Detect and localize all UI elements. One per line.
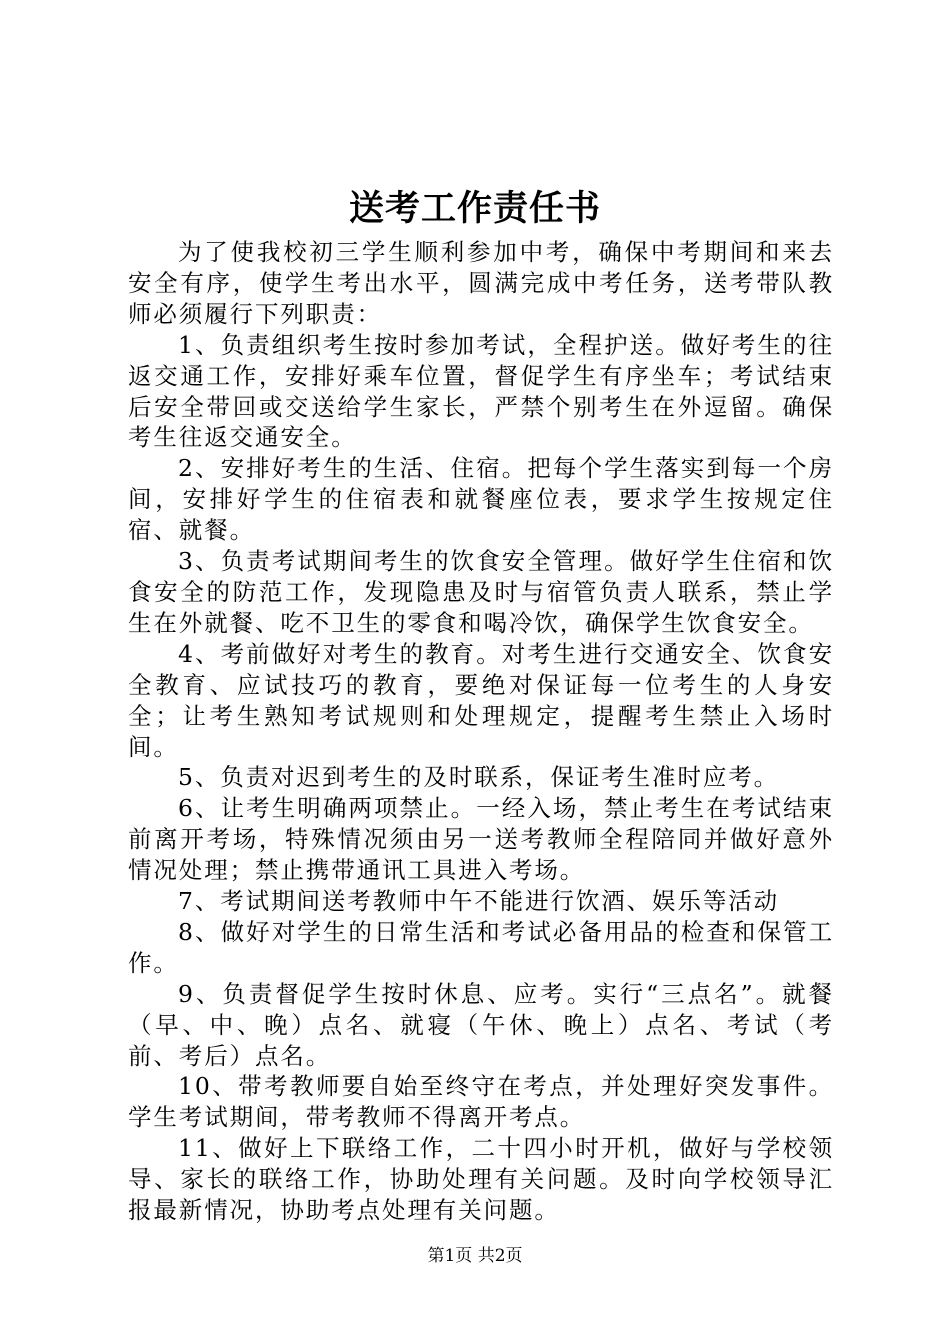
duty-item-7: 7、考试期间送考教师中午不能进行饮酒、娱乐等活动 — [178, 887, 780, 916]
duty-item-11: 11、做好上下联络工作，二十四小时开机，做好与学校领导、家长的联络工作，协助处理有关问题。及时向学校领导汇报最新情况，协助考点处理有关问题。 — [128, 1134, 834, 1225]
duty-item-4: 4、考前做好对考生的教育。对考生进行交通安全、饮食安全教育、应试技巧的教育，要绝对保证每一位考生的人身安全；让考生熟知考试规则和处理规定，提醒考生禁止入场时间。 — [128, 639, 834, 761]
duty-item-1: 1、负责组织考生按时参加考试，全程护送。做好考生的往返交通工作，安排好乘车位置，督促学生有序坐车；考试结束后安全带回或交送给学生家长，严禁个别考生在外逗留。确保考生往返交通安全。 — [128, 330, 834, 452]
page-number-footer: 第1页 共2页 — [427, 1246, 523, 1266]
duty-item-10: 10、带考教师要自始至终守在考点，并处理好突发事件。学生考试期间，带考教师不得离开考点。 — [128, 1072, 834, 1132]
document-title: 送考工作责任书 — [348, 188, 601, 229]
duty-item-2: 2、安排好考生的生活、住宿。把每个学生落实到每一个房间，安排好学生的住宿表和就餐座位表，要求学生按规定住宿、就餐。 — [128, 454, 834, 545]
duty-item-8: 8、做好对学生的日常生活和考试必备用品的检查和保管工作。 — [128, 917, 834, 977]
document-body — [128, 237, 834, 1226]
duty-item-6: 6、让考生明确两项禁止。一经入场，禁止考生在考试结束前离开考场，特殊情况须由另一送考教师全程陪同并做好意外情况处理；禁止携带通讯工具进入考场。 — [128, 794, 834, 885]
duty-item-5: 5、负责对迟到考生的及时联系，保证考生准时应考。 — [178, 763, 780, 792]
duty-item-3: 3、负责考试期间考生的饮食安全管理。做好学生住宿和饮食安全的防范工作，发现隐患及时与宿管负责人联系，禁止学生在外就餐、吃不卫生的零食和喝冷饮，确保学生饮食安全。 — [128, 547, 834, 637]
intro-paragraph: 为了使我校初三学生顺利参加中考，确保中考期间和来去安全有序，使学生考出水平，圆满完成中考任务，送考带队教师必须履行下列职责： — [128, 238, 834, 328]
duty-item-9: 9、负责督促学生按时休息、应考。实行“三点名”。就餐（早、中、晚）点名、就寝（午休、晚上）点名、考试（考前、考后）点名。 — [128, 979, 834, 1070]
